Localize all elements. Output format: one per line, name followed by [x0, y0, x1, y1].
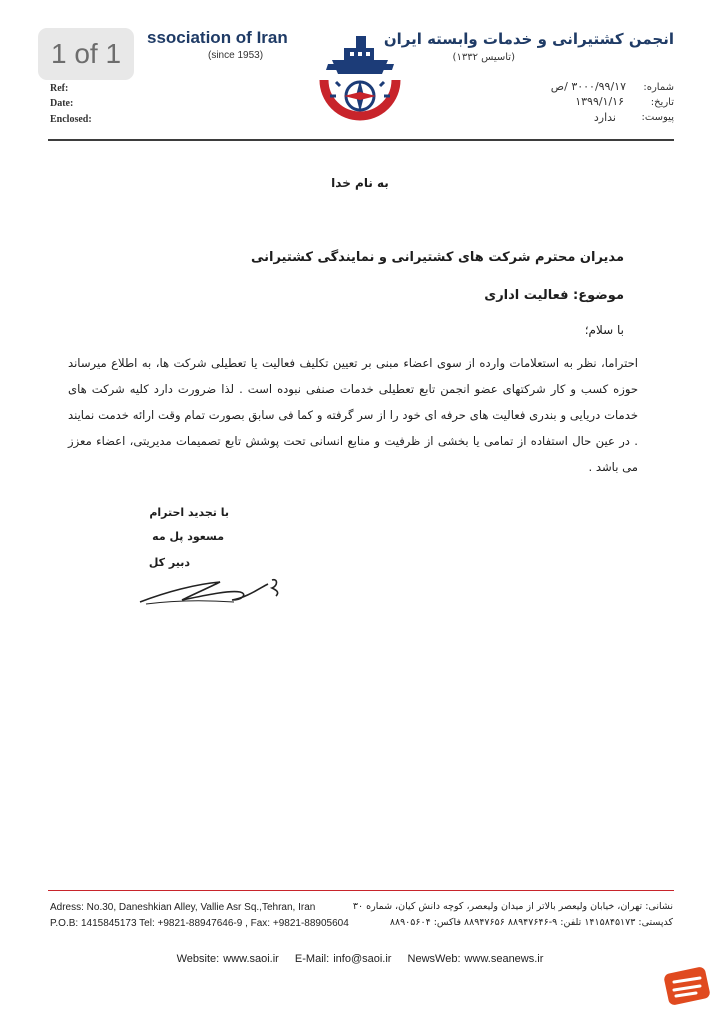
compass-wheel-icon — [324, 80, 396, 116]
signer-name: مسعود پل مه — [152, 530, 224, 543]
watermark-logo — [662, 966, 712, 1006]
number-label: شماره: — [643, 82, 674, 93]
footer-web-line — [0, 953, 720, 965]
founding-year-persian: (تاسیس ۱۳۳۲) — [452, 52, 515, 63]
email-link[interactable]: E-Mail: info@saoi.ir — [294, 953, 392, 965]
letter-date: ۱۳۹۹/۱/۱۶ — [575, 95, 624, 108]
letter-body: احتراما، نظر به استعلامات وارده از سوی اعضاء مبنی بر تعیین تکلیف فعالیت یا تعطیلی شرکت ها، به اطلاع میرساند حوزه کسب و کار شرکتهای عضو انجمن تابع تعطیلی خدمات صنفی نبوده است . لذا ضرورت دارد کلیه شرکت های خدمات دریایی و بندری فعالیت های حرفه ای خود را از سر گرفته و کما فی سابق بصورت تمام وقت ارائه خدمت نمایند . در عین حال استفاده از تمامی یا بخشی از ظرفیت و منابع انسانی تحت پوشش تابع تصمیمات مدیریتی، اعضاء معزز می باشد . — [68, 356, 638, 474]
address-english: Adress: No.30, Daneshkian Alley, Vallie Asr Sq.,Tehran, Iran — [50, 902, 316, 913]
page-counter: 1 of 1 — [38, 28, 134, 80]
signature-image — [136, 570, 286, 610]
association-name-english: ssociation of Iran — [147, 28, 288, 47]
header-divider — [48, 139, 674, 141]
footer-divider — [48, 890, 674, 891]
addressee: مدیران محترم شرکت های کشتیرانی و نمایندگی کشتیرانی — [250, 250, 624, 265]
phones-persian: کدپستی: ۱۴۱۵۸۴۵۱۷۳ تلفن: ۹-۸۸۹۴۷۶۴۶ ۸۸۹۴۷۶۵۶ فاکس: ۸۸۹۰۵۶۰۴ — [389, 917, 673, 928]
founding-year-english: (since 1953) — [208, 50, 264, 61]
newsweb-link[interactable]: NewsWeb: www.seanews.ir — [407, 953, 544, 965]
enclosure-label: پیوست: — [641, 112, 674, 123]
association-name-persian: انجمن کشتیرانی و خدمات وابسته ایران — [383, 30, 674, 48]
enclosed-label: Enclosed: — [50, 114, 92, 125]
greeting: با سلام؛ — [584, 323, 624, 337]
website-link[interactable]: Website: www.saoi.ir — [176, 953, 279, 965]
letter-number: ۳۰۰۰/۹۹/۱۷ /ص — [550, 80, 626, 93]
subject-line: موضوع: فعالیت اداری — [484, 288, 624, 303]
signer-title: دبیر کل — [148, 556, 190, 569]
date-label-persian: تاریخ: — [650, 97, 674, 108]
phones-english: P.O.B: 1415845173 Tel: +9821-88947646-9 , Fax: +9821-88905604 — [50, 918, 349, 929]
address-persian: نشانی: تهران، خیابان ولیعصر بالاتر از میدان ولیعصر، کوچه دانش کیان، شماره ۳۰ — [352, 901, 673, 912]
basmala: به نام خدا — [331, 176, 389, 190]
date-label-english: Date: — [50, 98, 74, 109]
ref-label: Ref: — [50, 83, 69, 94]
closing: با تجدید احترام — [149, 506, 229, 519]
enclosure-value: ندارد — [593, 111, 616, 124]
